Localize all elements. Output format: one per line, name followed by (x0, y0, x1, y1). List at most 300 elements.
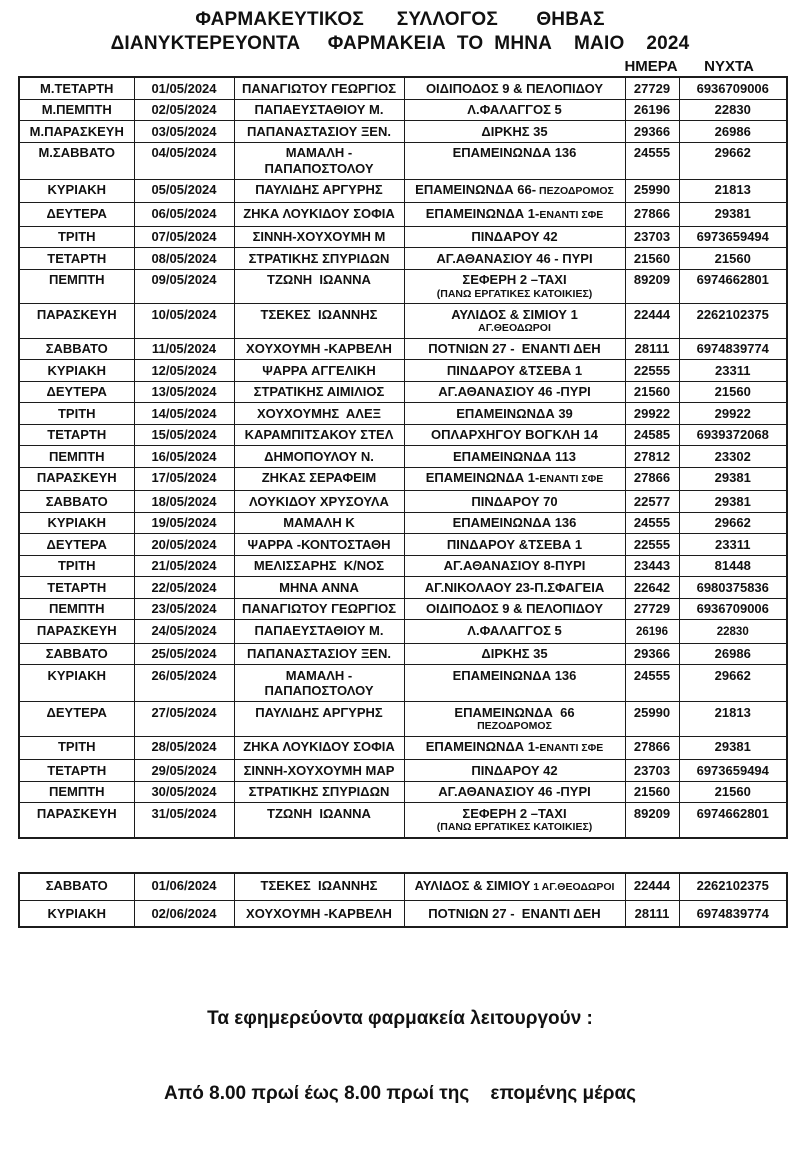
roster-row (19, 901, 787, 927)
pharmacist-cell (234, 77, 404, 99)
address-text: ΣΕΦΕΡΗ 2 –ΤΑΧΙ (462, 272, 567, 287)
day-phone-cell (625, 179, 679, 203)
night-phone-number: 6973659494 (696, 762, 769, 778)
date-label: 29/05/2024 (151, 762, 217, 778)
day-cell (19, 873, 134, 901)
day-label: ΠΑΡΑΣΚΕΥΗ (36, 805, 117, 821)
night-phone-number: 29381 (714, 493, 751, 509)
night-phone-cell (679, 226, 787, 248)
day-cell (19, 248, 134, 270)
address-cell (404, 781, 625, 803)
day-phone-cell (625, 598, 679, 620)
pharmacist-cell (234, 381, 404, 403)
roster-row (19, 534, 787, 556)
date-cell (134, 803, 234, 838)
day-phone-cell (625, 424, 679, 446)
date-label: 26/05/2024 (151, 667, 217, 683)
address-text: ΟΙΔΙΠΟΔΟΣ 9 & ΠΕΛΟΠΙΔΟΥ (425, 80, 604, 96)
night-phone-number: 6974839774 (696, 905, 769, 921)
date-label: 01/06/2024 (151, 878, 217, 893)
roster-row (19, 203, 787, 227)
day-phone-number: 27729 (633, 601, 671, 616)
date-label: 17/05/2024 (151, 470, 217, 485)
address-cell (404, 121, 625, 143)
day-phone-cell (625, 643, 679, 665)
day-label: Μ.ΣΑΒΒΑΤΟ (38, 145, 116, 160)
day-cell (19, 665, 134, 702)
pharmacist-name: ΠΑΠΑΕΥΣΤΑΘΙΟΥ Μ. (254, 622, 384, 638)
address-text: ΠΟΤΝΙΩΝ 27 - ΕΝΑΝΤΙ ΔΕΗ (428, 341, 601, 356)
date-label: 01/05/2024 (151, 80, 217, 96)
night-phone-number: 22830 (714, 102, 751, 117)
address-cell (404, 203, 625, 227)
pharmacist-cell (234, 760, 404, 782)
date-label: 13/05/2024 (151, 384, 217, 399)
address-text: ΑΓ.ΑΘΑΝΑΣΙΟΥ 46 - ΠΥΡΙ (436, 250, 593, 266)
address-text: Λ.ΦΑΛΑΓΓΟΣ 5 (467, 102, 562, 117)
day-label: Μ.ΠΑΡΑΣΚΕΥΗ (29, 123, 124, 139)
day-phone-number: 27866 (633, 739, 671, 754)
roster-row (19, 598, 787, 620)
day-phone-cell (625, 142, 679, 179)
day-phone-number: 25990 (633, 182, 671, 197)
day-label: ΠΑΡΑΣΚΕΥΗ (36, 306, 117, 322)
night-phone-number: 22830 (716, 625, 749, 638)
pharmacist-name: ΖΗΚΑΣ ΣΕΡΑΦΕΙΜ (261, 470, 377, 485)
day-phone-cell (625, 360, 679, 382)
day-cell (19, 446, 134, 468)
address-text: ΑΓ.ΝΙΚΟΛΑΟΥ 23-Π.ΣΦΑΓΕΙΑ (424, 579, 605, 595)
night-phone-cell (679, 360, 787, 382)
roster-row (19, 491, 787, 513)
day-phone-number: 26196 (636, 625, 668, 638)
date-cell (134, 873, 234, 901)
date-label: 30/05/2024 (151, 784, 217, 799)
day-label: ΤΡΙΤΗ (57, 405, 96, 421)
day-phone-number: 23703 (633, 762, 671, 778)
pharmacist-name: ΔΗΜΟΠΟΥΛΟΥ Ν. (264, 448, 374, 464)
roster-row (19, 512, 787, 534)
address-note-inline: ΕΝΑΝΤΙ ΣΦΕ (539, 208, 604, 221)
day-phone-number: 21560 (633, 784, 671, 799)
day-label: ΣΑΒΒΑΤΟ (45, 341, 108, 356)
date-cell (134, 248, 234, 270)
address-text: Λ.ΦΑΛΑΓΓΟΣ 5 (467, 622, 562, 638)
date-cell (134, 403, 234, 425)
address-text: ΕΠΑΜΕΙΝΩΝΔΑ 136 (452, 667, 577, 683)
address-note-line2: (ΠΑΝΩ ΕΡΓΑΤΙΚΕΣ ΚΑΤΟΙΚΙΕΣ) (436, 287, 593, 300)
day-label: ΣΑΒΒΑΤΟ (45, 878, 108, 893)
night-phone-cell (679, 424, 787, 446)
pharmacist-cell (234, 248, 404, 270)
day-cell (19, 179, 134, 203)
footer-note-line1: Τα εφημερεύοντα φαρμακεία λειτουργούν : (207, 1007, 593, 1029)
night-phone-cell (679, 534, 787, 556)
address-cell (404, 446, 625, 468)
day-phone-cell (625, 760, 679, 782)
night-phone-number: 21813 (714, 704, 751, 720)
pharmacist-name: ΨΑΡΡΑ -ΚΟΝΤΟΣΤΑΘΗ (247, 536, 391, 552)
date-cell (134, 577, 234, 599)
pharmacist-name: ΜΑΜΑΛΗ Κ (283, 515, 355, 530)
address-cell (404, 142, 625, 179)
day-label: ΚΥΡΙΑΚΗ (47, 362, 106, 378)
address-cell (404, 534, 625, 556)
day-label: ΤΕΤΑΡΤΗ (47, 427, 107, 442)
address-note-inline: 1 ΑΓ.ΘΕΟΔΩΡΟΙ (530, 881, 615, 893)
pharmacist-cell (234, 360, 404, 382)
day-cell (19, 403, 134, 425)
roster-row (19, 338, 787, 360)
night-phone-number: 6974839774 (696, 341, 769, 356)
date-label: 05/05/2024 (151, 182, 217, 197)
day-cell (19, 512, 134, 534)
address-note-line2: (ΠΑΝΩ ΕΡΓΑΤΙΚΕΣ ΚΑΤΟΙΚΙΕΣ) (436, 821, 593, 833)
date-cell (134, 491, 234, 513)
day-phone-number: 24585 (633, 427, 671, 442)
roster-row (19, 620, 787, 644)
day-cell (19, 203, 134, 227)
address-text: ΔΙΡΚΗΣ 35 (481, 123, 548, 139)
pharmacist-name: ΖΗΚΑ ΛΟΥΚΙΔΟΥ ΣΟΦΙΑ (243, 205, 395, 221)
pharmacist-name-line2: ΠΑΠΑΠΟΣΤΟΛΟΥ (264, 160, 374, 176)
day-phone-number: 22555 (633, 362, 671, 378)
night-phone-number: 6980375836 (696, 579, 769, 595)
pharmacist-cell (234, 555, 404, 577)
date-cell (134, 142, 234, 179)
night-phone-number: 6974662801 (696, 272, 769, 287)
day-cell (19, 269, 134, 304)
day-phone-cell (625, 467, 679, 491)
night-phone-number: 23311 (715, 536, 751, 552)
address-cell (404, 467, 625, 491)
date-cell (134, 269, 234, 304)
night-phone-cell (679, 121, 787, 143)
day-phone-cell (625, 99, 679, 121)
day-phone-number: 29366 (633, 646, 671, 661)
date-label: 22/05/2024 (151, 579, 217, 595)
pharmacist-cell (234, 643, 404, 665)
address-note-inline: ΕΝΑΝΤΙ ΣΦΕ (539, 473, 604, 485)
night-phone-number: 21560 (714, 784, 751, 799)
pharmacist-cell (234, 577, 404, 599)
night-phone-cell (679, 77, 787, 99)
pharmacist-cell (234, 702, 404, 737)
day-phone-cell (625, 702, 679, 737)
night-phone-number: 6936709006 (696, 601, 769, 616)
night-phone-number: 23311 (715, 362, 751, 378)
address-cell (404, 760, 625, 782)
roster-row (19, 702, 787, 737)
day-phone-column-header: ΗΜΕΡΑ (624, 58, 678, 75)
pharmacist-name: ΨΑΡΡΑ ΑΓΓΕΛΙΚΗ (262, 362, 376, 378)
day-cell (19, 620, 134, 644)
day-cell (19, 555, 134, 577)
night-phone-number: 29922 (714, 405, 751, 421)
night-phone-number: 6939372068 (696, 427, 769, 442)
day-phone-cell (625, 203, 679, 227)
night-phone-cell (679, 338, 787, 360)
date-label: 09/05/2024 (151, 272, 217, 287)
night-phone-cell (679, 381, 787, 403)
pharmacist-name: ΠΑΥΛΙΔΗΣ ΑΡΓΥΡΗΣ (255, 182, 383, 197)
day-phone-number: 26196 (633, 102, 671, 117)
date-cell (134, 360, 234, 382)
june-table-section (0, 872, 800, 928)
document-title-line1: ΦΑΡΜΑΚΕΥΤΙΚΟΣ ΣΥΛΛΟΓΟΣ ΘΗΒΑΣ (195, 9, 605, 30)
address-text: ΕΠΑΜΕΙΝΩΝΔΑ 66 (454, 704, 575, 720)
day-phone-number: 22577 (633, 493, 671, 509)
day-phone-number: 27812 (633, 448, 671, 464)
date-cell (134, 736, 234, 760)
day-cell (19, 534, 134, 556)
day-cell (19, 467, 134, 491)
night-phone-cell (679, 665, 787, 702)
roster-row (19, 121, 787, 143)
address-text: ΑΥΛΙΔΟΣ & ΣΙΜΙΟΥ (414, 878, 531, 893)
day-label: Μ.ΤΕΤΑΡΤΗ (40, 80, 114, 96)
address-cell (404, 901, 625, 927)
night-phone-cell (679, 643, 787, 665)
day-cell (19, 381, 134, 403)
day-phone-number: 24555 (633, 667, 671, 683)
address-cell (404, 269, 625, 304)
roster-row (19, 736, 787, 760)
date-cell (134, 665, 234, 702)
roster-row (19, 248, 787, 270)
footer-note-line2: Από 8.00 πρωί έως 8.00 πρωί της επομένης μέρας (163, 1082, 637, 1104)
day-cell (19, 643, 134, 665)
date-cell (134, 760, 234, 782)
day-phone-number: 21560 (633, 384, 671, 399)
address-cell (404, 873, 625, 901)
day-cell (19, 338, 134, 360)
date-cell (134, 446, 234, 468)
day-phone-number: 89209 (633, 805, 671, 821)
date-label: 27/05/2024 (151, 704, 217, 720)
pharmacist-name: ΣΤΡΑΤΙΚΗΣ ΑΙΜΙΛΙΟΣ (253, 384, 385, 399)
date-label: 19/05/2024 (151, 515, 217, 530)
date-cell (134, 781, 234, 803)
night-phone-cell (679, 203, 787, 227)
document-title-line2: ΔΙΑΝΥΚΤΕΡΕΥΟΝΤΑ ΦΑΡΜΑΚΕΙΑ ΤΟ ΜΗΝΑ ΜΑΙΟ 2024 (110, 33, 690, 54)
day-phone-number: 28111 (634, 905, 670, 921)
address-text: ΕΠΑΜΕΙΝΩΝΔΑ 1- (425, 470, 540, 485)
day-cell (19, 901, 134, 927)
pharmacist-name: ΠΑΝΑΓΙΩΤΟΥ ΓΕΩΡΓΙΟΣ (241, 601, 397, 616)
day-phone-number: 21560 (633, 250, 671, 266)
pharmacist-cell (234, 121, 404, 143)
pharmacist-name: ΖΗΚΑ ΛΟΥΚΙΔΟΥ ΣΟΦΙΑ (243, 739, 395, 754)
pharmacist-cell (234, 446, 404, 468)
day-phone-cell (625, 665, 679, 702)
pharmacist-cell (234, 873, 404, 901)
pharmacist-name: ΜΑΜΑΛΗ - (285, 145, 353, 160)
pharmacist-cell (234, 736, 404, 760)
day-phone-cell (625, 803, 679, 838)
address-note-inline: ΠΕΖΟΔΡΟΜΟΣ (536, 185, 614, 197)
pharmacist-cell (234, 512, 404, 534)
footer-note (0, 956, 800, 1156)
day-cell (19, 781, 134, 803)
night-phone-cell (679, 781, 787, 803)
address-text: ΠΙΝΔΑΡΟΥ &ΤΣΕΒΑ 1 (446, 362, 583, 378)
date-label: 18/05/2024 (151, 493, 217, 509)
day-cell (19, 760, 134, 782)
day-phone-cell (625, 121, 679, 143)
day-label: ΠΕΜΠΤΗ (48, 601, 105, 616)
day-phone-cell (625, 381, 679, 403)
night-phone-cell (679, 179, 787, 203)
day-phone-number: 22642 (633, 579, 671, 595)
day-label: ΤΡΙΤΗ (57, 739, 96, 754)
day-cell (19, 803, 134, 838)
address-text: ΣΕΦΕΡΗ 2 –ΤΑΧΙ (462, 805, 567, 821)
address-note-inline: ΕΝΑΝΤΙ ΣΦΕ (539, 742, 604, 754)
address-text: ΟΙΔΙΠΟΔΟΣ 9 & ΠΕΛΟΠΙΔΟΥ (425, 601, 604, 616)
pharmacist-cell (234, 803, 404, 838)
day-phone-cell (625, 620, 679, 644)
address-cell (404, 491, 625, 513)
day-phone-cell (625, 873, 679, 901)
date-cell (134, 620, 234, 644)
date-cell (134, 643, 234, 665)
address-cell (404, 555, 625, 577)
date-label: 31/05/2024 (151, 805, 217, 821)
date-cell (134, 555, 234, 577)
day-cell (19, 577, 134, 599)
pharmacist-cell (234, 142, 404, 179)
pharmacist-cell (234, 179, 404, 203)
address-cell (404, 179, 625, 203)
date-label: 04/05/2024 (151, 145, 217, 160)
date-cell (134, 121, 234, 143)
date-cell (134, 534, 234, 556)
day-phone-cell (625, 403, 679, 425)
day-phone-number: 29922 (633, 405, 671, 421)
pharmacist-name: ΣΤΡΑΤΙΚΗΣ ΣΠΥΡΙΔΩΝ (248, 784, 390, 799)
address-text: ΠΟΤΝΙΩΝ 27 - ΕΝΑΝΤΙ ΔΕΗ (428, 905, 601, 921)
pharmacist-cell (234, 665, 404, 702)
address-text: ΠΙΝΔΑΡΟΥ 42 (471, 229, 558, 244)
address-text: ΕΠΑΜΕΙΝΩΝΔΑ 136 (452, 145, 577, 160)
roster-row (19, 577, 787, 599)
roster-row (19, 760, 787, 782)
date-label: 14/05/2024 (151, 405, 217, 421)
pharmacist-cell (234, 203, 404, 227)
day-label: ΔΕΥΤΕΡΑ (46, 384, 107, 399)
roster-row (19, 781, 787, 803)
night-phone-number: 2262102375 (696, 878, 769, 893)
date-label: 20/05/2024 (151, 536, 217, 552)
night-phone-number: 6936709006 (696, 80, 769, 96)
date-label: 25/05/2024 (151, 646, 217, 661)
date-label: 12/05/2024 (151, 362, 217, 378)
day-label: ΤΡΙΤΗ (57, 558, 96, 573)
day-phone-number: 24555 (633, 515, 671, 530)
day-phone-number: 22444 (633, 878, 671, 893)
day-label: ΔΕΥΤΕΡΑ (46, 205, 107, 221)
day-cell (19, 226, 134, 248)
day-phone-number: 27866 (633, 470, 671, 485)
address-text: ΑΓ.ΑΘΑΝΑΣΙΟΥ 8-ΠΥΡΙ (443, 558, 586, 573)
day-phone-cell (625, 269, 679, 304)
day-phone-number: 24555 (633, 145, 671, 160)
pharmacist-name-line2: ΠΑΠΑΠΟΣΤΟΛΟΥ (264, 683, 374, 698)
pharmacist-name: ΤΖΩΝΗ ΙΩΑΝΝΑ (267, 272, 371, 287)
night-phone-cell (679, 99, 787, 121)
day-phone-cell (625, 901, 679, 927)
address-note-line2: ΑΓ.ΘΕΟΔΩΡΟΙ (478, 322, 551, 334)
day-cell (19, 424, 134, 446)
date-label: 15/05/2024 (151, 427, 217, 442)
pharmacist-name: ΤΖΩΝΗ ΙΩΑΝΝΑ (267, 805, 371, 821)
day-cell (19, 77, 134, 99)
date-cell (134, 702, 234, 737)
date-cell (134, 179, 234, 203)
pharmacist-name: ΤΣΕΚΕΣ ΙΩΑΝΝΗΣ (260, 306, 378, 322)
day-phone-cell (625, 577, 679, 599)
night-phone-column-header: ΝΥΧΤΑ (704, 58, 754, 75)
date-cell (134, 381, 234, 403)
night-phone-cell (679, 491, 787, 513)
date-cell (134, 901, 234, 927)
pharmacist-cell (234, 901, 404, 927)
pharmacist-cell (234, 338, 404, 360)
night-phone-cell (679, 760, 787, 782)
date-label: 03/05/2024 (151, 123, 217, 139)
address-cell (404, 403, 625, 425)
date-label: 28/05/2024 (151, 739, 217, 754)
address-note-line2: ΠΕΖΟΔΡΟΜΟΣ (477, 720, 552, 732)
date-label: 24/05/2024 (151, 622, 217, 638)
address-cell (404, 665, 625, 702)
day-phone-cell (625, 512, 679, 534)
night-phone-cell (679, 598, 787, 620)
address-text: ΠΙΝΔΑΡΟΥ 70 (471, 493, 558, 509)
date-label: 06/05/2024 (151, 205, 217, 221)
pharmacist-cell (234, 534, 404, 556)
address-cell (404, 248, 625, 270)
roster-row (19, 226, 787, 248)
day-label: ΣΑΒΒΑΤΟ (45, 493, 108, 509)
roster-row (19, 142, 787, 179)
pharmacist-cell (234, 424, 404, 446)
pharmacist-name: ΠΑΠΑΝΑΣΤΑΣΙΟΥ ΞΕΝ. (247, 123, 391, 139)
address-cell (404, 702, 625, 737)
address-cell (404, 77, 625, 99)
day-label: ΚΥΡΙΑΚΗ (47, 905, 106, 921)
address-cell (404, 577, 625, 599)
roster-row (19, 424, 787, 446)
pharmacist-name: ΧΟΥΧΟΥΜΗ -ΚΑΡΒΕΛΗ (246, 341, 392, 356)
pharmacist-name: ΠΑΠΑΝΑΣΤΑΣΙΟΥ ΞΕΝ. (247, 646, 391, 661)
pharmacist-cell (234, 304, 404, 339)
roster-row (19, 403, 787, 425)
day-label: ΤΕΤΑΡΤΗ (47, 579, 107, 595)
day-label: Μ.ΠΕΜΠΤΗ (41, 102, 112, 117)
address-cell (404, 424, 625, 446)
address-cell (404, 360, 625, 382)
may-roster-table (18, 76, 788, 839)
night-phone-number: 29381 (714, 205, 751, 221)
pharmacist-name: ΛΟΥΚΙΔΟΥ ΧΡΥΣΟΥΛΑ (249, 493, 389, 509)
day-label: ΚΥΡΙΑΚΗ (47, 515, 106, 530)
night-phone-cell (679, 736, 787, 760)
day-label: ΤΕΤΑΡΤΗ (47, 250, 107, 266)
day-label: ΚΥΡΙΑΚΗ (47, 182, 106, 197)
date-label: 23/05/2024 (151, 601, 217, 616)
